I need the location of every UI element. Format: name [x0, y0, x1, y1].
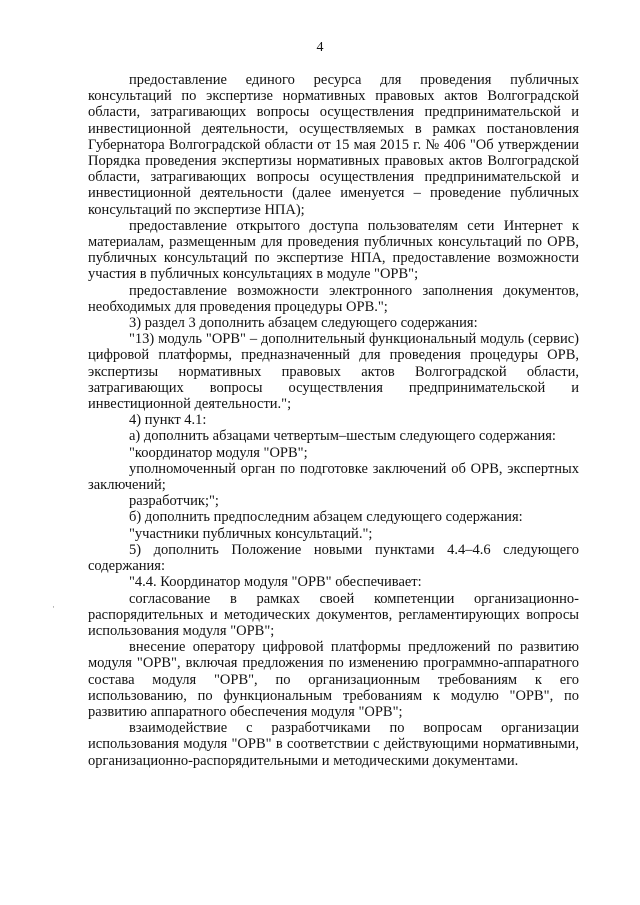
- paragraph: разработчик;";: [129, 493, 219, 510]
- paragraph: предоставление открытого доступа пользователям сети Интернет к материалам, размещенным для проведения публичных консультаций по ОРВ, публичных консультаций по экспертизе НПА, предоставление возможности участия в публичных консультациях в модуле "ОРВ";: [88, 217, 579, 283]
- paragraph: 4) пункт 4.1:: [129, 412, 207, 429]
- paragraph: взаимодействие с разработчиками по вопросам организации использования модуля "ОРВ" в соответствии с действующими нормативными, организационно-распорядительными и методическими документами.: [88, 720, 579, 769]
- paragraph: 3) раздел 3 дополнить абзацем следующего содержания:: [129, 315, 478, 332]
- paragraph: б) дополнить предпоследним абзацем следующего содержания:: [129, 509, 523, 526]
- page-number: 4: [316, 40, 324, 55]
- body-text: [88, 72, 579, 769]
- margin-mark: ·: [52, 602, 55, 612]
- paragraph: "13) модуль "ОРВ" – дополнительный функциональный модуль (сервис) цифровой платформы, предназначенный для проведения процедуры ОРВ, экспертизы нормативных правовых актов Волгоградской области, затрагивающих вопросы осуществления предпринимательской и инвестиционной деятельности.";: [88, 331, 579, 413]
- paragraph: 5) дополнить Положение новыми пунктами 4.4–4.6 следующего содержания:: [88, 541, 579, 575]
- paragraph: внесение оператору цифровой платформы предложений по развитию модуля "ОРВ", включая предложения по изменению программно-аппаратного состава модуля "ОРВ", по организационным требованиям к его использованию, по функциональным требованиям к модулю "ОРВ", по развитию аппаратного обеспечения модуля "ОРВ";: [88, 639, 579, 720]
- paragraph: "координатор модуля "ОРВ";: [129, 444, 308, 461]
- paragraph: "4.4. Координатор модуля "ОРВ" обеспечивает:: [129, 574, 422, 591]
- paragraph: предоставление единого ресурса для проведения публичных консультаций по экспертизе нормативных правовых актов Волгоградской области, затрагивающих вопросы осуществления предпринимательской и инвестиционной деятельности, осуществляемых в рамках постановления Губернатора Волгоградской области от 15 мая 2015 г. № 406 "Об утверждении Порядка проведения экспертизы нормативных правовых актов Волгоградской области, затрагивающих вопросы осуществления предпринимательской и инвестиционной деятельности (далее именуется – проведение публичных консультаций по экспертизе НПА);: [88, 72, 579, 218]
- paragraph: "участники публичных консультаций.";: [129, 525, 373, 542]
- paragraph: согласование в рамках своей компетенции организационно-распорядительных и методических документов, регламентирующих вопросы использования модуля "ОРВ";: [88, 590, 579, 639]
- paragraph: а) дополнить абзацами четвертым–шестым следующего содержания:: [129, 428, 556, 445]
- paragraph: предоставление возможности электронного заполнения документов, необходимых для проведения процедуры ОРВ.";: [88, 282, 579, 315]
- paragraph: уполномоченный орган по подготовке заключений об ОРВ, экспертных заключений;: [88, 460, 579, 494]
